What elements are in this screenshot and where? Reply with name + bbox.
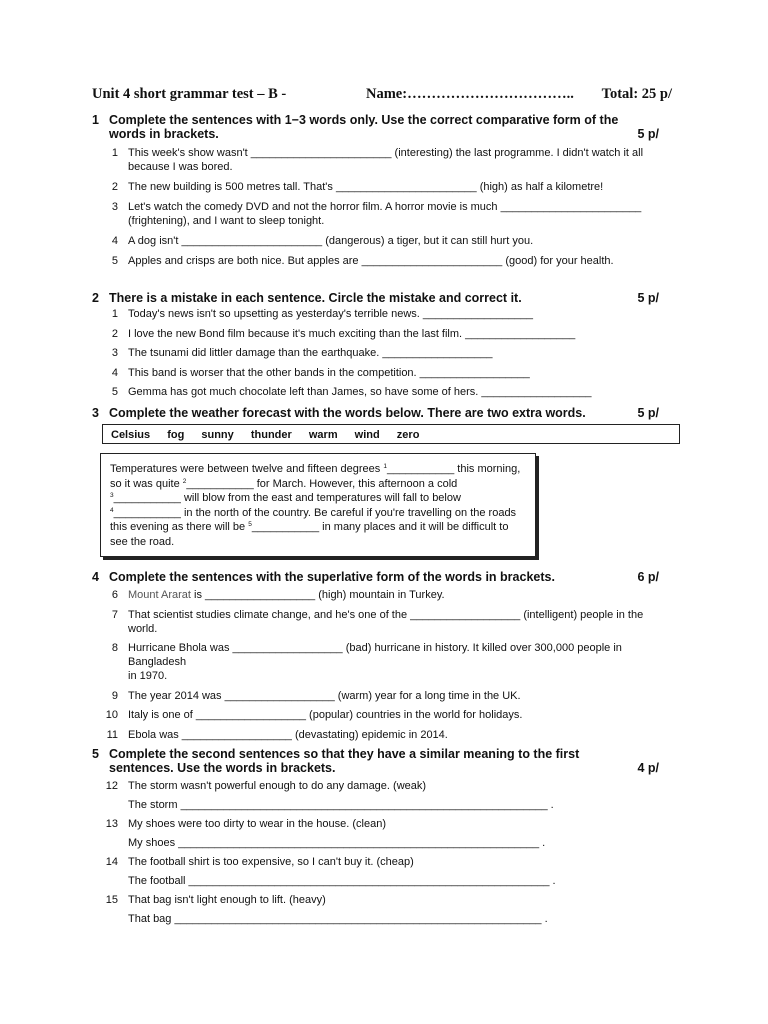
instruction-text: Complete the second sentences so that they have a similar meaning to the first sentences. Use the words in brackets.	[109, 747, 580, 775]
forecast-text: Temperatures were between twelve and fifteen degrees	[110, 463, 384, 475]
section-1	[92, 113, 667, 268]
answer-line: The storm ____________________________________________________________ .	[128, 799, 554, 811]
question-text: That scientist studies climate change, and he's one of the __________________ (intelligent) people in the world.	[128, 608, 644, 635]
question-item	[92, 385, 667, 399]
gap-number: 2	[182, 477, 187, 485]
gap-number: 1	[383, 463, 387, 470]
question-item	[92, 346, 667, 360]
question-text: A dog isn't _______________________ (dangerous) a tiger, but it can still hurt you.	[128, 235, 534, 247]
forecast-text: ___________ will blow from the east and temperatures will fall to below	[113, 492, 461, 504]
weather-forecast-text	[100, 453, 536, 557]
question-text: Gemma has got much chocolate left than James, so have some of hers. __________________	[128, 386, 592, 398]
forecast-text: ___________ this morning, so it was quite	[110, 463, 521, 490]
question-text: The year 2014 was __________________ (warm) year for a long time in the UK.	[128, 689, 521, 702]
word-bank-item: wind	[354, 429, 380, 441]
question-item	[92, 588, 667, 602]
section-3-instruction	[92, 406, 667, 420]
question-number: 1	[111, 147, 118, 159]
question-item	[92, 608, 667, 636]
section-points: 4 p/	[637, 761, 659, 775]
question-number: 13	[105, 818, 118, 830]
test-title: Unit 4 short grammar test – B -	[92, 86, 287, 102]
section-4-instruction	[92, 570, 667, 584]
section-number: 1	[92, 113, 99, 127]
question-item	[92, 708, 667, 722]
gap-number: 5	[248, 521, 252, 528]
section-2	[92, 291, 667, 399]
question-item	[92, 779, 667, 812]
question-text: This band is worser that the other bands in the competition. __________________	[128, 366, 530, 379]
question-item	[92, 893, 667, 926]
answer-line: That bag ____________________________________________________________ .	[128, 913, 548, 925]
question-item	[92, 641, 667, 683]
question-item	[92, 327, 667, 341]
section-number: 4	[92, 570, 99, 584]
section-number: 5	[92, 747, 99, 761]
question-item	[92, 689, 667, 703]
question-number: 7	[111, 608, 118, 621]
question-text: The tsunami did littler damage than the earthquake. __________________	[128, 347, 493, 359]
instruction-text: Complete the sentences with the superlative form of the words in brackets.	[109, 570, 555, 584]
question-text: The new building is 500 metres tall. That's _______________________ (high) as half a kilometre!	[128, 181, 604, 193]
section-2-instruction	[92, 291, 667, 305]
question-number: 14	[105, 856, 118, 868]
section-points: 5 p/	[637, 406, 659, 420]
word-bank-item: Celsius	[111, 429, 151, 441]
question-text: Apples and crisps are both nice. But apples are _______________________ (good) for your health.	[128, 255, 614, 267]
test-header	[92, 86, 672, 104]
total-score: Total: 25 p/	[601, 86, 672, 102]
question-number: 6	[111, 589, 118, 601]
question-item	[92, 254, 667, 268]
question-number: 11	[106, 728, 118, 741]
question-item	[92, 366, 667, 380]
forecast-text: ___________ for March. However, this afternoon a cold	[186, 477, 458, 490]
word-bank-item: zero	[396, 429, 420, 441]
section-4	[92, 570, 667, 742]
question-number: 3	[111, 201, 118, 213]
word-bank-item: warm	[308, 429, 338, 441]
question-number: 5	[111, 255, 118, 267]
section-1-instruction	[92, 113, 667, 141]
question-number: 8	[111, 642, 118, 654]
question-number: 5	[111, 386, 118, 398]
question-text: The football shirt is too expensive, so I can't buy it. (cheap)	[128, 856, 414, 868]
forecast-text: ___________ in the north of the country. Be careful if you're travelling on the roads this evening as there will be	[110, 506, 517, 533]
section-5	[92, 747, 667, 926]
question-number: 1	[111, 308, 118, 320]
question-number: 12	[105, 780, 118, 792]
highlighted-text: Mount Ararat	[128, 589, 191, 601]
question-item	[92, 817, 667, 850]
question-text: Italy is one of __________________ (popular) countries in the world for holidays.	[128, 709, 523, 721]
question-text: This week's show wasn't _______________________ (interesting) the last programme. I didn't watch it all because I was bored.	[128, 147, 644, 173]
question-item	[92, 855, 667, 888]
word-bank-item: fog	[167, 429, 185, 441]
section-points: 5 p/	[637, 291, 659, 305]
question-number: 2	[111, 327, 118, 340]
word-bank-item: sunny	[201, 429, 234, 441]
question-number: 9	[111, 689, 118, 702]
name-field: Name:……………………………..	[366, 86, 574, 102]
question-number: 2	[111, 181, 118, 193]
instruction-text: Complete the weather forecast with the words below. There are two extra words.	[109, 406, 586, 420]
instruction-text: There is a mistake in each sentence. Circle the mistake and correct it.	[109, 291, 522, 305]
question-number: 15	[105, 894, 118, 906]
question-item	[92, 728, 667, 742]
section-5-instruction	[92, 747, 667, 775]
word-bank	[102, 424, 680, 444]
question-number: 4	[111, 366, 118, 379]
question-item	[92, 200, 667, 228]
question-text: Today's news isn't so upsetting as yesterday's terrible news. __________________	[128, 308, 534, 320]
question-text: I love the new Bond film because it's much exciting than the last film. __________________	[128, 327, 576, 340]
question-item	[92, 234, 667, 248]
gap-number: 4	[110, 506, 114, 514]
section-points: 6 p/	[637, 570, 659, 584]
gap-number: 3	[110, 492, 114, 499]
section-3	[92, 406, 667, 420]
answer-line: The football ___________________________________________________________ .	[128, 875, 556, 887]
question-number: 4	[111, 235, 118, 247]
instruction-text: Complete the sentences with 1−3 words only. Use the correct comparative form of the words in brackets.	[109, 113, 619, 141]
section-number: 3	[92, 406, 99, 420]
question-item	[92, 307, 667, 321]
question-text: My shoes were too dirty to wear in the house. (clean)	[128, 818, 387, 830]
question-item	[92, 146, 667, 174]
question-text: That bag isn't light enough to lift. (heavy)	[128, 894, 326, 906]
section-number: 2	[92, 291, 99, 305]
question-text: Let's watch the comedy DVD and not the horror film. A horror movie is much _______________________ (frightening), and I want to sleep tonight.	[128, 201, 642, 227]
word-bank-item: thunder	[250, 429, 292, 441]
answer-line: My shoes ___________________________________________________________ .	[128, 837, 546, 849]
question-text: Hurricane Bhola was __________________ (bad) hurricane in history. It killed over 300,000 people in Bangladesh	[128, 642, 622, 668]
section-points: 5 p/	[637, 127, 659, 141]
question-text: Ebola was __________________ (devastating) epidemic in 2014.	[128, 728, 448, 741]
question-item	[92, 180, 667, 194]
question-text: is __________________ (high) mountain in Turkey.	[190, 589, 445, 601]
question-text-continued: in 1970.	[128, 670, 168, 682]
question-number: 3	[111, 347, 118, 359]
question-text: The storm wasn't powerful enough to do any damage. (weak)	[128, 780, 427, 792]
forecast-text: ___________ in many places and it will be difficult to see the road.	[110, 521, 509, 548]
question-number: 10	[105, 709, 118, 721]
